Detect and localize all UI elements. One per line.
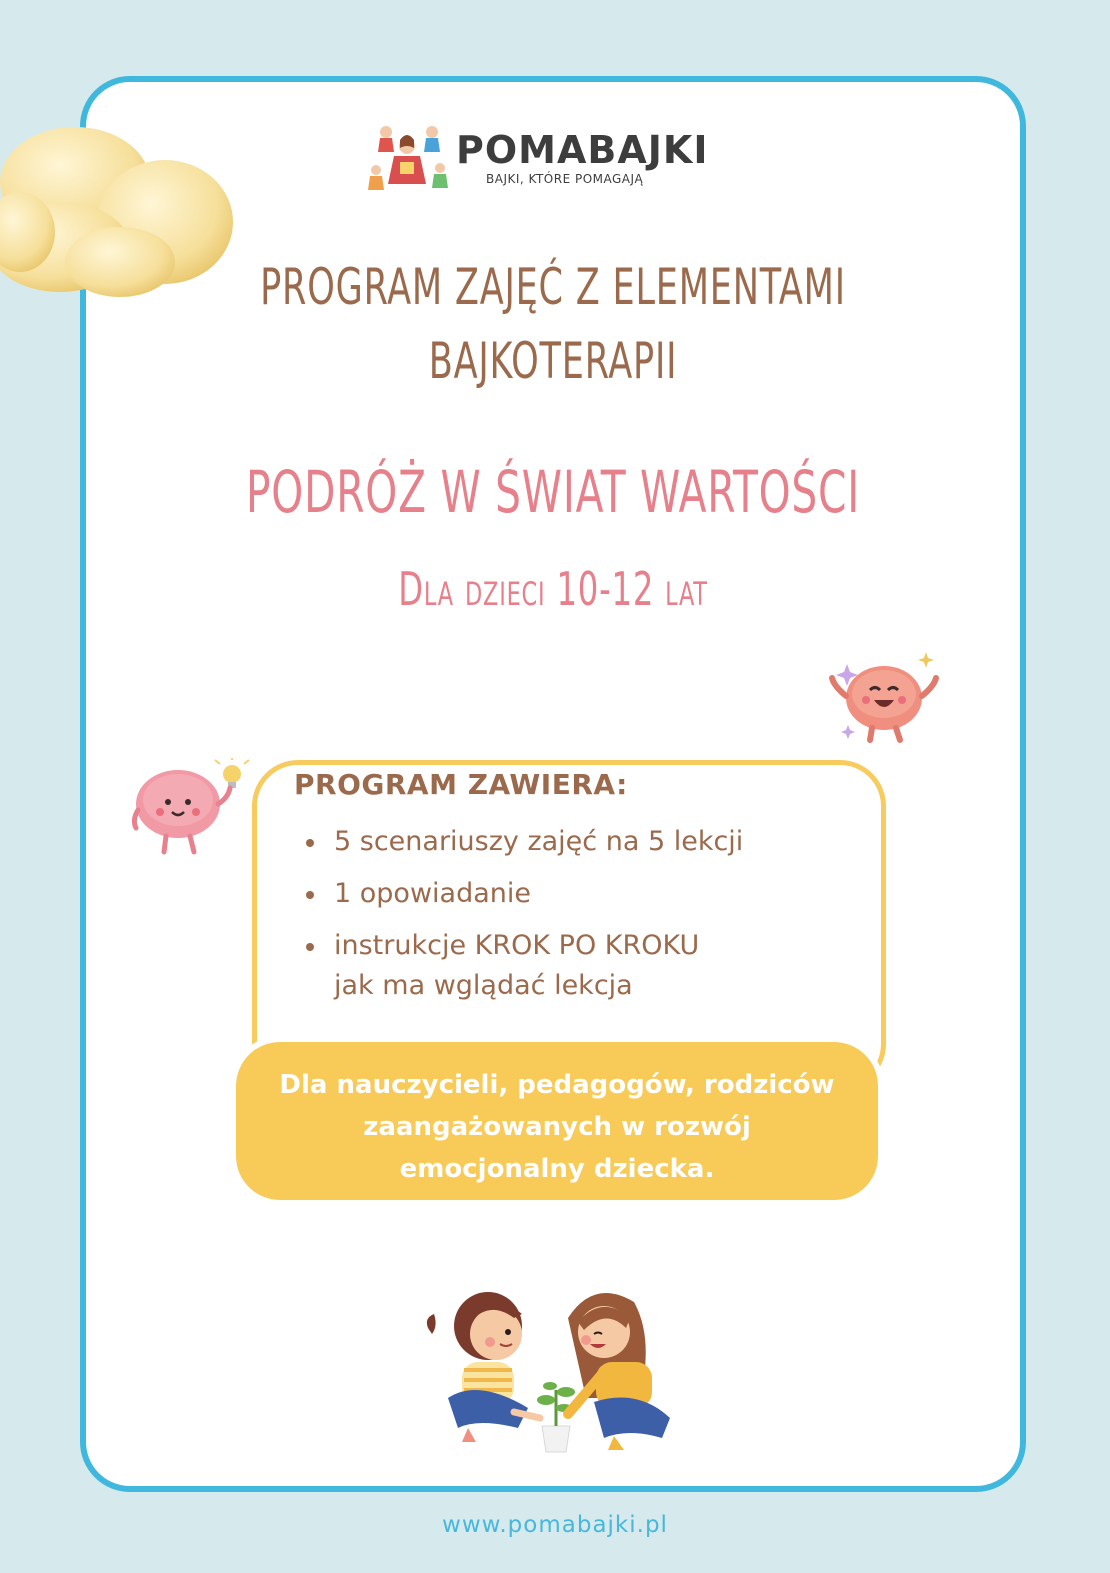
- happy-brain-illustration: [826, 650, 946, 745]
- program-contents-title: PROGRAM ZAWIERA:: [294, 768, 628, 801]
- list-item-text: 5 scenariuszy zajęć na 5 lekcji: [334, 826, 744, 857]
- website-link[interactable]: www.pomabajki.pl: [442, 1512, 668, 1538]
- program-contents-list: [300, 822, 743, 1018]
- brand-name: POMABAJKI: [456, 128, 709, 172]
- age-range: Dla dzieci 10-12 lat: [398, 562, 708, 616]
- list-item: [300, 926, 743, 1006]
- title-line-1: PROGRAM ZAJĘĆ Z ELEMENTAMI: [260, 258, 846, 316]
- title-line-2: BAJKOTERAPII: [428, 332, 678, 390]
- kids-planting-illustration: [418, 1278, 680, 1458]
- logo-kids-illustration: [364, 122, 450, 194]
- list-item: [300, 822, 743, 862]
- brand-tagline: BAJKI, KTÓRE POMAGAJĄ: [486, 172, 644, 186]
- list-item: [300, 874, 743, 914]
- audience-text: [236, 1064, 878, 1190]
- idea-brain-illustration: [126, 758, 256, 858]
- program-subtitle: PODRÓŻ W ŚWIAT WARTOŚCI: [245, 458, 861, 526]
- list-item-continuation: jak ma wglądać lekcja: [334, 970, 633, 1001]
- list-item-text: instrukcje KROK PO KROKU: [334, 930, 700, 961]
- audience-line-1: Dla nauczycieli, pedagogów, rodziców: [279, 1070, 835, 1100]
- audience-line-3: emocjonalny dziecka.: [399, 1154, 715, 1184]
- brand-logo: [364, 122, 724, 194]
- list-item-text: 1 opowiadanie: [334, 878, 531, 909]
- audience-line-2: zaangażowanych w rozwój: [363, 1112, 751, 1142]
